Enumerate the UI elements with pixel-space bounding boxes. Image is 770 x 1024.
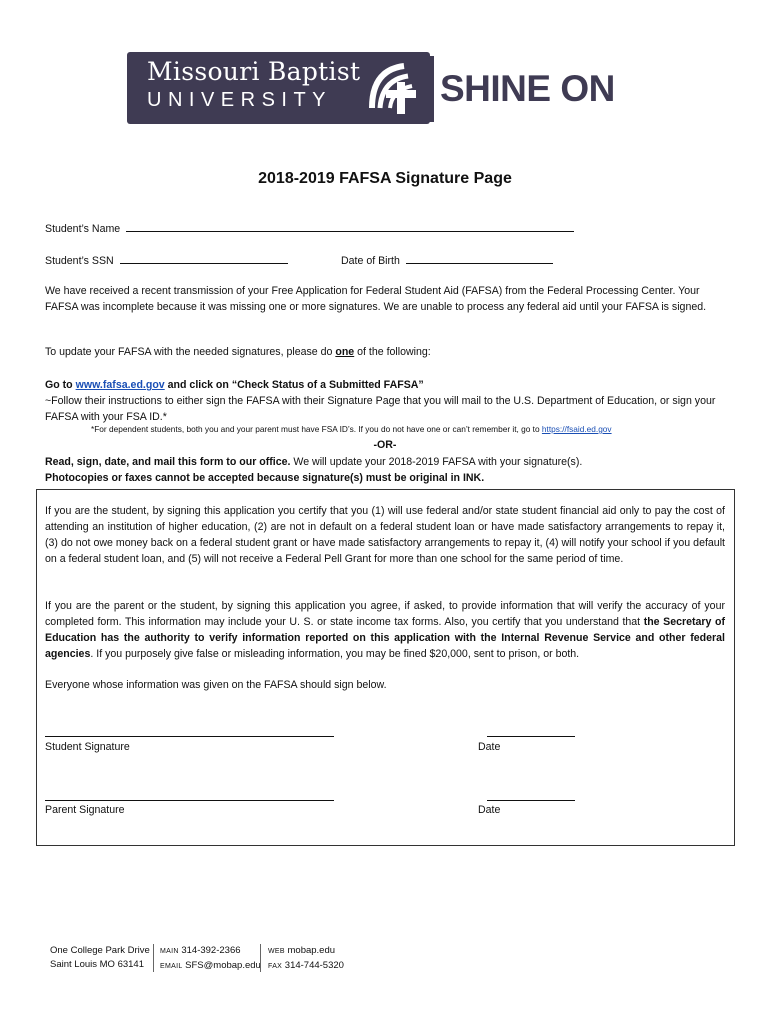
parent-date-line[interactable] <box>487 800 575 801</box>
parent-cert-end: . If you purposely give false or misleading information, you may be fined $20,000, sent to prison, or both. <box>90 648 580 660</box>
fafsa-website-link[interactable]: www.fafsa.ed.gov <box>75 379 165 391</box>
update-emphasis: one <box>335 346 355 358</box>
cross-emblem-icon <box>364 56 434 122</box>
parent-cert-bold: the Secretary of Education has the authority to verify information reported on this application with the Internal Revenue Service and other federal agencies <box>45 616 726 660</box>
update-text-after: of the following: <box>354 346 431 358</box>
original-ink-warning: Photocopies or faxes cannot be accepted because signature(s) must be original in INK. <box>45 472 485 484</box>
student-name-label: Student’s Name <box>45 223 121 235</box>
option-online-instructions: ~Follow their instructions to either sign the FAFSA with their Signature Page that you will mail to the U.S. Department of Education, or sign your FAFSA with your FSA ID.* <box>45 395 716 423</box>
address-line1: One College Park Drive <box>50 945 150 956</box>
logo-wordmark-line1: Missouri Baptist <box>147 57 361 86</box>
intro-paragraph: We have received a recent transmission of your Free Application for Federal Student Aid (FAFSA) from the Federal Processing Center. Your FAFSA was incomplete because it was missing one or more signatures. We are unable to process any federal aid until your FAFSA is signed. <box>45 285 707 313</box>
option-online-rest: and click on “Check Status of a Submitted FAFSA” <box>164 379 424 391</box>
footer-divider <box>260 944 261 972</box>
student-name-blank[interactable] <box>126 220 574 232</box>
option-mail-rest: We will update your 2018-2019 FAFSA with your signature(s). <box>290 456 583 468</box>
student-ssn-blank[interactable] <box>120 252 288 264</box>
parent-signature-line[interactable] <box>45 800 334 801</box>
footer-divider <box>153 944 154 972</box>
option-online <box>45 377 725 425</box>
student-signature-label: Student Signature <box>45 741 130 753</box>
fax-number: 314-744-5320 <box>284 960 344 971</box>
student-certification: If you are the student, by signing this application you certify that you (1) will use federal and/or state student financial aid only to pay the cost of attending an institution of higher education, (2) are not in default on a federal student loan or have made satisfactory arrangements to repay it, (3) do not owe money back on a federal student grant or have made satisfactory arrangements to repay it, (4) will notify your school if you default on a federal student loan, and (5) will not receive a Federal Pell Grant for more than one school for the same period of time. <box>45 505 725 565</box>
parent-certification <box>45 598 725 662</box>
option-mail <box>45 454 725 486</box>
parent-cert-start: If you are the parent or the student, by signing this application you agree, if asked, to provide information that will verify the accuracy of your completed form. This information may include your U. S. or state income tax forms. Also, you certify that you understand that <box>45 600 725 628</box>
parent-signature-label: Parent Signature <box>45 804 125 816</box>
parent-date-label: Date <box>478 804 501 816</box>
option-online-goto: Go to <box>45 379 76 391</box>
footer-phone-email <box>160 944 261 974</box>
date-of-birth-label: Date of Birth <box>341 255 400 267</box>
student-ssn-label: Student’s SSN <box>45 255 114 267</box>
update-instructions <box>45 346 431 358</box>
dependent-note-text: *For dependent students, both you and your parent must have FSA ID’s. If you do not have one or can’t remember it, go to <box>91 424 542 434</box>
page-title: 2018-2019 FAFSA Signature Page <box>258 170 512 187</box>
footer-address <box>50 944 150 972</box>
email-label: EMAIL <box>160 963 183 970</box>
website-link[interactable]: mobap.edu <box>287 945 336 956</box>
option-mail-bold: Read, sign, date, and mail this form to our office. <box>45 456 291 468</box>
address-line2: Saint Louis MO 63141 <box>50 959 145 970</box>
main-label: MAIN <box>160 948 179 955</box>
date-of-birth-field[interactable] <box>341 252 553 267</box>
student-ssn-field[interactable] <box>45 252 288 267</box>
footer-web-fax <box>268 944 344 974</box>
footer-contact <box>50 944 370 974</box>
student-signature-line[interactable] <box>45 736 334 737</box>
sign-below-instruction: Everyone whose information was given on the FAFSA should sign below. <box>45 679 387 691</box>
update-text-before: To update your FAFSA with the needed signatures, please do <box>45 346 336 358</box>
student-date-label: Date <box>478 741 501 753</box>
student-name-field[interactable] <box>45 220 574 235</box>
or-divider: -OR- <box>373 439 397 451</box>
fax-label: FAX <box>268 963 283 970</box>
main-phone: 314-392-2366 <box>181 945 241 956</box>
student-date-line[interactable] <box>487 736 575 737</box>
date-of-birth-blank[interactable] <box>406 252 553 264</box>
fsaid-link[interactable]: https://fsaid.ed.gov <box>541 424 612 434</box>
web-label: WEB <box>268 948 285 955</box>
email-link[interactable]: SFS@mobap.edu <box>185 960 261 971</box>
tagline: SHINE ON <box>440 68 615 109</box>
logo-wordmark-line2: UNIVERSITY <box>147 89 333 111</box>
dependent-student-note <box>91 424 612 434</box>
